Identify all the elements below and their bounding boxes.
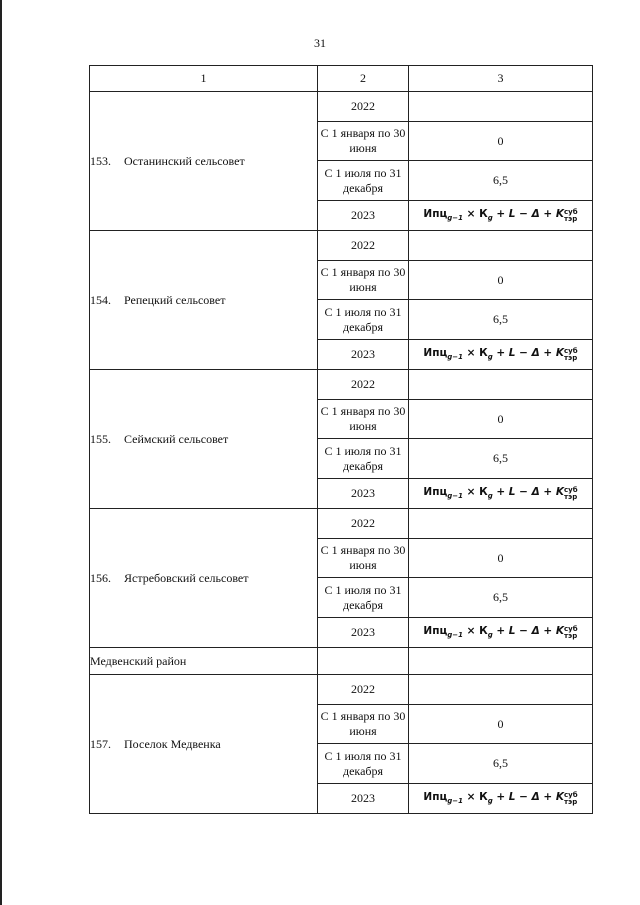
value-cell-empty (409, 92, 593, 122)
year-cell: 2023 (318, 201, 409, 231)
period-cell: С 1 июля по 31 декабря (318, 439, 409, 479)
formula-times: × К (462, 347, 488, 359)
year-cell: 2023 (318, 479, 409, 509)
region-row (90, 648, 593, 675)
formula-main: Ипц (423, 347, 448, 359)
value-cell-empty (409, 231, 593, 261)
value-cell: 0 (409, 261, 593, 300)
formula-times: × К (462, 791, 488, 803)
settlement-cell (90, 370, 318, 509)
row-number: 155. (90, 431, 111, 446)
formula-sub1: g−1 (447, 631, 463, 639)
formula-sub3: тэр (563, 215, 578, 223)
region-cell-empty (318, 648, 409, 675)
row-number: 153. (90, 153, 111, 168)
settlement-name: Останинский сельсовет (124, 153, 245, 168)
value-cell: 0 (409, 705, 593, 744)
value-cell: 6,5 (409, 161, 593, 201)
tariff-table (89, 65, 593, 814)
value-cell-empty (409, 675, 593, 705)
settlement-name: Репецкий сельсовет (124, 292, 226, 307)
settlement-cell (90, 231, 318, 370)
formula-main: Ипц (423, 208, 448, 220)
table-row (90, 675, 593, 705)
value-cell-empty (409, 509, 593, 539)
formula-sub2: g (487, 631, 493, 639)
settlement-name: Ястребовский сельсовет (124, 570, 249, 585)
year-cell: 2023 (318, 784, 409, 814)
formula-main: Ипц (423, 791, 448, 803)
period-cell: С 1 января по 30 июня (318, 400, 409, 439)
formula-sup3: суб (563, 625, 578, 633)
settlement-cell (90, 675, 318, 814)
formula-sup3: суб (563, 791, 578, 799)
header-row (90, 66, 593, 92)
formula-sub2: g (487, 797, 493, 805)
formula-supsub (564, 209, 578, 223)
settlement-cell (90, 509, 318, 648)
period-cell: С 1 июля по 31 декабря (318, 161, 409, 201)
value-cell: 0 (409, 122, 593, 161)
formula-rest: + L − Δ + K (492, 486, 564, 498)
year-cell: 2022 (318, 675, 409, 705)
table-row (90, 231, 593, 261)
formula-sub3: тэр (563, 493, 578, 501)
settlement-name: Сеймский сельсовет (124, 431, 229, 446)
year-cell: 2023 (318, 618, 409, 648)
formula-rest: + L − Δ + K (492, 791, 564, 803)
formula-cell (409, 201, 593, 231)
formula-sub3: тэр (563, 798, 578, 806)
formula-supsub (564, 487, 578, 501)
period-cell: С 1 июля по 31 декабря (318, 300, 409, 340)
page-edge-rule (0, 0, 2, 905)
period-cell: С 1 января по 30 июня (318, 539, 409, 578)
page-number: 31 (314, 36, 326, 50)
value-cell: 0 (409, 539, 593, 578)
formula-cell (409, 340, 593, 370)
formula-main: Ипц (423, 486, 448, 498)
formula-sub2: g (487, 214, 493, 222)
formula-sub1: g−1 (447, 492, 463, 500)
region-cell-empty (409, 648, 593, 675)
formula-times: × К (462, 486, 488, 498)
formula-rest: + L − Δ + K (492, 625, 564, 637)
year-cell: 2022 (318, 92, 409, 122)
formula-sup3: суб (563, 347, 578, 355)
settlement-cell (90, 92, 318, 231)
formula-sub1: g−1 (447, 353, 463, 361)
formula-cell (409, 784, 593, 814)
table-row (90, 370, 593, 400)
year-cell: 2022 (318, 231, 409, 261)
value-cell: 6,5 (409, 439, 593, 479)
value-cell: 6,5 (409, 744, 593, 784)
value-cell: 6,5 (409, 300, 593, 340)
formula-sup3: суб (563, 208, 578, 216)
formula-times: × К (462, 208, 488, 220)
formula-rest: + L − Δ + K (492, 208, 564, 220)
formula-cell (409, 479, 593, 509)
formula-sub2: g (487, 353, 493, 361)
settlement-name: Поселок Медвенка (124, 736, 221, 751)
period-cell: С 1 июля по 31 декабря (318, 744, 409, 784)
region-name: Медвенский район (90, 648, 318, 675)
header-col-2: 2 (318, 66, 409, 92)
row-number: 154. (90, 292, 111, 307)
formula-sub3: тэр (563, 354, 578, 362)
row-number: 156. (90, 570, 111, 585)
year-cell: 2023 (318, 340, 409, 370)
period-cell: С 1 января по 30 июня (318, 261, 409, 300)
period-cell: С 1 июля по 31 декабря (318, 578, 409, 618)
period-cell: С 1 января по 30 июня (318, 122, 409, 161)
formula-sub1: g−1 (447, 214, 463, 222)
formula-cell (409, 618, 593, 648)
formula-sub2: g (487, 492, 493, 500)
formula-sup3: суб (563, 486, 578, 494)
formula-supsub (564, 792, 578, 806)
header-col-3: 3 (409, 66, 593, 92)
formula-sub3: тэр (563, 632, 578, 640)
formula-rest: + L − Δ + K (492, 347, 564, 359)
row-number: 157. (90, 736, 111, 751)
formula-times: × К (462, 625, 488, 637)
formula-supsub (564, 348, 578, 362)
value-cell-empty (409, 370, 593, 400)
year-cell: 2022 (318, 509, 409, 539)
formula-main: Ипц (423, 625, 448, 637)
formula-sub1: g−1 (447, 797, 463, 805)
period-cell: С 1 января по 30 июня (318, 705, 409, 744)
formula-supsub (564, 626, 578, 640)
year-cell: 2022 (318, 370, 409, 400)
header-col-1: 1 (90, 66, 318, 92)
table-row (90, 509, 593, 539)
table-row (90, 92, 593, 122)
value-cell: 6,5 (409, 578, 593, 618)
value-cell: 0 (409, 400, 593, 439)
